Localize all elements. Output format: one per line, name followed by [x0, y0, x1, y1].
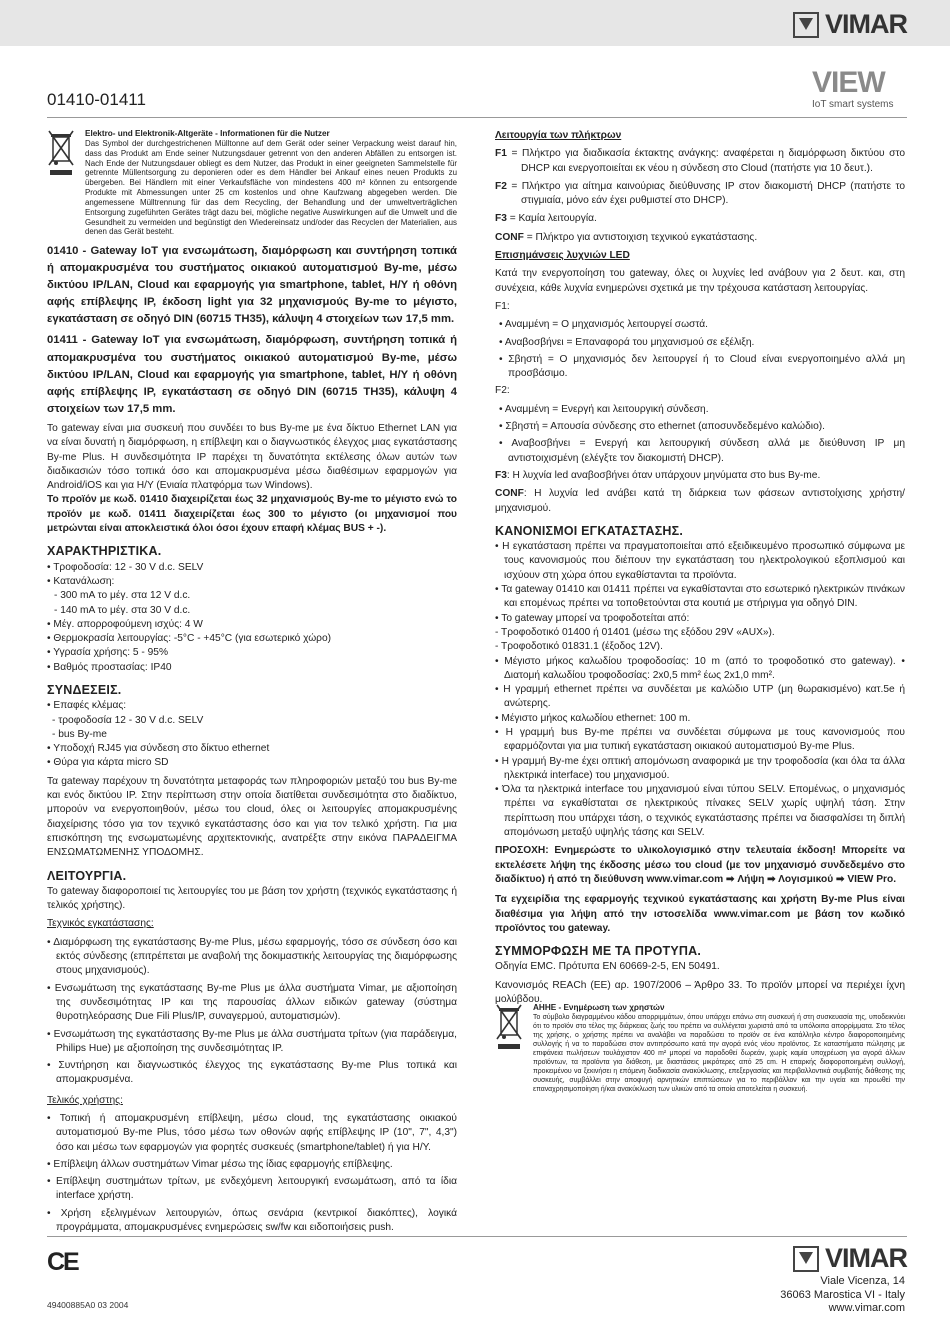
f1-led-list: [495, 318, 905, 381]
crossed-bin-icon: [47, 129, 75, 237]
features-list: [47, 561, 457, 675]
footer-divider: [47, 1236, 907, 1237]
list-item: • Σβηστή = Ο μηχανισμός δεν λειτουργεί ή το Cloud είναι ενεργοποιημένο αλλά μη προσβάσιμο.: [499, 353, 905, 380]
intro-bold-text: Το προϊόν με κωδ. 01410 διαχειρίζεται έως 32 μηχανισμούς By-me το μέγιστο ενώ το προϊόν με κωδ. 01411 διαχειρίζεται έως 300 το μέγιστο (οι μηχανισμοί που μετρώνται είναι αποκλειστικά όλοι όσοι έχουν επαφή κλέμας BUS + -).: [47, 494, 457, 535]
key-f1: F1 = Πλήκτρο για διαδικασία έκτακτης ανάγκης: αναφέρεται η διαμόρφωση δικτύου στο DHCP και ενεργοποιείται εκ νέου η σύνδεση στο Cloud (πατήστε για 10 δευτ.).: [495, 148, 905, 174]
list-item: • Κατανάλωση:: [47, 575, 115, 587]
f2-label: F2:: [495, 385, 510, 397]
list-item: • Η γραμμή ethernet πρέπει να συνδέεται με καλώδιο UTP (μη θωρακισμένο) κατ.5e ή ανώτερης.: [495, 684, 905, 710]
connections-text: Τα gateway παρέχουν τη δυνατότητα μεταφοράς των πληροφοριών μεταξύ του bus By-me και ενός δικτύου IP. Στην περίπτωση στην οποία διατίθεται συνδεσιμότητα στο διαδίκτυο, μπορούν να ενεργοποιηθούν, μέσω του cloud, όλες οι λειτουργίες απομακρυσμένης διαχείρισης τόσο για τον τεχνικό εγκατάστασης όσο και για τον τελικό χρήστη. Για μια επισκόπηση της ενσωματωμένης αρχιτεκτονικής, ανατρέξτε στην εικόνα ΠΑΡΑΔΕΙΓΜΑ ΕΝΣΩΜΑΤΩΜΕΝΗΣ ΥΠΟΔΟΜΗΣ.: [47, 775, 457, 859]
list-item: - Τροφοδοτικό 01831.1 (έξοδος 12V).: [495, 641, 663, 653]
vimar-wordmark: VIMAR: [825, 9, 907, 39]
list-item: • Μέγ. απορροφούμενη ισχύς: 4 W: [47, 618, 203, 630]
vimar-footer-logo: [793, 1243, 907, 1274]
address-city: 36063 Marostica VI - Italy: [780, 1288, 905, 1301]
weee-notice-de: [47, 129, 457, 237]
list-item: • Όλα τα ηλεκτρικά interface του μηχανισμού είναι τύπου SELV. Επομένως, ο μηχανισμός πρέπει να εγκαθίσταται σε ηλεκτρικούς πίνακες SELV χωρίς υψηλή τάση. Στην περίπτωση που υπάρχει τάση, ο τεχνικός εγκατάστασης πρέπει να διασφαλίσει τη διπλή απομόνωση μεταξύ υψηλής τάσης και SELV.: [495, 784, 905, 839]
document-code: 01410-01411: [47, 90, 146, 109]
list-item: - Τροφοδοτικό 01400 ή 01401 (μέσω της εξόδου 29V «AUX»).: [495, 626, 775, 638]
installer-title: Τεχνικός εγκατάστασης:: [47, 918, 154, 930]
led-intro: Κατά την ενεργοποίηση του gateway, όλες οι λυχνίες led ανάβουν για 2 δευτ. και, στη συνέχεια, κάθε λυχνία ενημερώνει σχετικά με την τρέχουσα κατάσταση λειτουργίας.: [495, 268, 905, 294]
vimar-mark-icon: [793, 12, 819, 38]
list-item: • Μέγιστο μήκος καλωδίου τροφοδοσίας: 10 m (από το τροφοδοτικό στο gateway). • Διατομή καλωδίου τροφοδοσίας: 2x0,5 mm² έως 2x1,0 mm².: [495, 655, 905, 681]
conformity-reach: Κανονισμός REACh (ΕΕ) αρ. 1907/2006 – Άρθρο 33. Το προϊόν μπορεί να περιέχει ίχνη μολύβδου.: [495, 979, 905, 1006]
key-f3: F3 = Καμία λειτουργία.: [495, 213, 597, 225]
right-column: [495, 129, 905, 1011]
list-item: - τροφοδοσία 12 - 30 V d.c. SELV: [52, 714, 204, 726]
list-item: • Υγρασία χρήσης: 5 - 95%: [47, 647, 169, 659]
install-rules-heading: ΚΑΝΟΝΙΣΜΟΙ ΕΓΚΑΤΑΣΤΑΣΗΣ.: [495, 523, 684, 538]
vimar-wordmark: VIMAR: [825, 1243, 907, 1273]
view-logo: [812, 68, 912, 110]
list-item: • Το gateway μπορεί να τροφοδοτείται από:: [495, 612, 690, 624]
list-item: • Χρήση εξελιγμένων λειτουργιών, όπως σενάρια (κεντρικοί διακόπτες), λογικά προγράμματα, απομακρυσμένες ενημερώσεις sw/fw και ειδοποιήσεις push.: [47, 1207, 457, 1234]
connections-heading: ΣΥΝΔΕΣΕΙΣ.: [47, 682, 122, 697]
product-title-01411: 01411 - Gateway IoT για ενσωμάτωση, διαμόρφωση, συντήρηση τοπικά ή απομακρυσμένα του συστήματος οικιακού αυτοματισμού By-me, μέσω δικτύου IP/LAN, Cloud και εφαρμογής για smartphone, tablet, Η/Υ ή οθόνη αφής επίβλεψης IP, εγκατάσταση σε οδηγό DIN (60715 TH35), κάλυψη 4 στοιχείων των 17,5 mm.: [47, 334, 457, 415]
list-item: • Η γραμμή bus By-me πρέπει να συνδέεται σύμφωνα με τους κανονισμούς που εφαρμόζονται για μια τυπική εγκατάσταση οικιακού αυτοματισμού By-me Plus.: [495, 726, 905, 753]
f1-label: F1:: [495, 300, 510, 312]
f3-led-line: F3: Η λυχνία led αναβοσβήνει όταν υπάρχουν μηνύματα στο bus By-me.: [495, 469, 821, 481]
view-wordmark: VIEW: [812, 66, 885, 99]
list-item: - bus By-me: [52, 728, 107, 740]
install-rules-list: [495, 540, 905, 840]
operation-heading: ΛΕΙΤΟΥΡΓΙΑ.: [47, 868, 127, 883]
list-item: • Αναβοσβήνει = Επαναφορά του μηχανισμού σε εξέλιξη.: [499, 336, 755, 348]
list-item: • Ενσωμάτωση της εγκατάστασης By-me Plus με άλλα συστήματα τρίτων (για παράδειγμα, Philips Hue) με αξιοποίηση της συνδεσιμότητας IP.: [47, 1028, 457, 1054]
list-item: • Αναβοσβήνει = Ενεργή και λειτουργική σύνδεση αλλά με διεύθυνση IP μη αντιστοιχισμένη (ελέγξτε τον διακομιστή DHCP).: [499, 438, 905, 464]
keys-title: Λειτουργία των πλήκτρων: [495, 130, 622, 141]
weee-title-gr: ΑΗΗΕ - Ενημέρωση των χρηστών: [533, 1003, 665, 1012]
list-item: - 140 mA το μέγ. στα 30 V d.c.: [54, 604, 191, 616]
list-item: • Βαθμός προστασίας: IP40: [47, 661, 172, 673]
f2-led-list: [495, 403, 905, 466]
product-title-01410: 01410 - Gateway IoT για ενσωμάτωση, διαμόρφωση και συντήρηση τοπικά ή απομακρυσμένα του συστήματος οικιακού αυτοματισμού By-me, μέσω δικτύου IP/LAN, Cloud και εφαρμογής για smartphone, tablet, Η/Υ ή οθόνη αφής επίβλεψης IP, έκδοση light για 32 μηχανισμούς By-me το μέγιστο, εγκατάσταση σε οδηγό DIN (60715 TH35), κάλυψη 4 στοιχείων των 17,5 mm.: [47, 245, 457, 326]
list-item: • Η γραμμή By-me έχει οπτική απομόνωση αναφορικά με την τροφοδοσία (και όλα τα άλλα ηλεκτρικά interface) του μηχανισμού.: [495, 755, 905, 781]
list-item: • Θερμοκρασία λειτουργίας: -5°C - +45°C (για εσωτερικό χώρο): [47, 633, 332, 645]
list-item: - 300 mA το μέγ. στα 12 V d.c.: [54, 590, 191, 602]
header-divider: [47, 117, 907, 118]
list-item: • Η εγκατάσταση πρέπει να πραγματοποιείται από εξειδικευμένο προσωπικό σύμφωνα με τους κανονισμούς που διέπουν την εγκατάσταση του ηλεκτρολογικού εξοπλισμού και ισχύουν στη χώρα όπου εγκαθίστανται τα προϊόντα.: [495, 541, 905, 581]
website-link[interactable]: www.vimar.com: [828, 1302, 905, 1314]
key-conf: CONF = Πλήκτρο για αντιστοιχιση τεχνικού εγκατάστασης.: [495, 231, 758, 243]
list-item: • Επίβλεψη άλλων συστημάτων Vimar μέσω της ίδιας εφαρμογής επίβλεψης.: [47, 1158, 393, 1170]
document-reference: 49400885A0 03 2004: [47, 1300, 129, 1310]
features-heading: ΧΑΡΑΚΤΗΡΙΣΤΙΚΑ.: [47, 544, 162, 559]
address-street: Viale Vicenza, 14: [820, 1275, 905, 1287]
intro-text: Το gateway είναι μια συσκευή που συνδέει το bus By-me με ένα δίκτυο Ethernet LAN για να είναι δυνατή η διαμόρφωση, η επίβλεψη και ο διαγνωστικός έλεγχος μιας εγκατάστασης By-me Plus. Η συνδεσιμότητα IP παρέχει τη δυνατότητα εκτέλεσης όλων αυτών των διαδικασιών τόσο τοπικά όσο και απομακρυσμένα μέσω διαθέσιμων εφαρμογών για Android/iOS και για Η/Υ (Ενιαία πλατφόρμα των Windows).: [47, 422, 457, 492]
led-title: Επισημάνσεις λυχνιών LED: [495, 250, 630, 262]
connections-list: [47, 699, 457, 770]
list-item: • Υποδοχή RJ45 για σύνδεση στο δίκτυο ethernet: [47, 743, 270, 755]
crossed-bin-icon: [495, 1003, 523, 1094]
view-subtitle: IoT smart systems: [812, 99, 894, 110]
list-item: • Διαμόρφωση της εγκατάστασης By-me Plus, μέσω εφαρμογής, τόσο σε σύνδεση όσο και εκτός σύνδεσης (επιτρέπεται με αναβολή της δοκιμαστικής λειτουργίας της διαμόρφωσης στους μηχανισμούς).: [47, 936, 457, 977]
list-item: • Επαφές κλέμας:: [47, 700, 127, 712]
list-item: • Σβηστή = Απουσία σύνδεσης στο ethernet (αποσυνδεδεμένο καλώδιο).: [499, 421, 825, 433]
weee-title-de: Elektro- und Elektronik-Altgeräte - Informationen für die Nutzer: [85, 129, 330, 138]
enduser-list: [47, 1112, 457, 1235]
conf-led-line: CONF: Η λυχνία led ανάβει κατά τη διάρκεια των φάσεων αντιστοίχισης χρήστη/μηχανισμού.: [495, 488, 905, 514]
operation-text: Το gateway διαφοροποιεί τις λειτουργίες του με βάση τον χρήστη (τεχνικός εγκατάστασης ή τελικός χρήστης).: [47, 885, 457, 912]
list-item: • Επίβλεψη συστημάτων τρίτων, με ενδεχόμενη λειτουργική ενσωμάτωση, από τα ίδια interface χρήστη.: [47, 1176, 457, 1202]
installer-list: [47, 936, 457, 1088]
list-item: • Συντήρηση και διαγνωστικός έλεγχος της εγκατάστασης By-me Plus τοπικά και απομακρυσμένα.: [47, 1060, 457, 1086]
list-item: • Τροφοδοσία: 12 - 30 V d.c. SELV: [47, 561, 204, 573]
conformity-heading: ΣΥΜΜΟΡΦΩΣΗ ΜΕ ΤΑ ΠΡΟΤΥΠΑ.: [495, 944, 702, 959]
list-item: • Μέγιστο μήκος καλωδίου ethernet: 100 m.: [495, 712, 691, 724]
vimar-mark-icon: [793, 1246, 819, 1272]
manuals-note: Τα εγχειρίδια της εφαρμογής τεχνικού εγκατάστασης και χρήστη By-me Plus είναι διαθέσιμα για λήψη από την ιστοσελίδα www.vimar.com με βάση τον κωδικό προϊόντος του gateway.: [495, 894, 905, 934]
list-item: • Τα gateway 01410 και 01411 πρέπει να εγκαθίστανται στο εσωτερικό ηλεκτρικών πινάκων και επομένως πρέπει να τοποθετούνται στα κουτιά με στήριγμα για οδηγό DIN.: [495, 584, 905, 610]
list-item: • Ενσωμάτωση της εγκατάστασης By-me Plus με άλλα συστήματα Vimar, με αξιοποίηση της συνδεσιμότητας IP και της παρουσίας άλλων ειδικών gateway (σύστημα θυροτηλεόρασης Due Fili Plus/IP, συναγερμού, αυτοματισμών).: [47, 982, 457, 1023]
list-item: • Θύρα για κάρτα micro SD: [47, 757, 169, 769]
weee-text-de: Das Symbol der durchgestrichenen Mülltonne auf dem Gerät oder seiner Verpackung weist darauf hin, dass das Produkt am Ende seiner Nutzungsdauer getrennt von den anderen Abfällen zu entsorgen ist. Nach Ende der Nutzungsdauer obliegt es dem Nutzer, das Produkt in einer geeigneten Sammelstelle für getrennte Müllentsorgung zu deponieren oder es dem Händler bei Ankauf eines neuen Produkts zu übergeben. Bei Händlern mit einer Verkaufsfläche von mindestens 400 m² können zu entsorgende Produkte mit Abmessungen unter 25 cm kostenlos und ohne Kaufzwang abgegeben werden. Die angemessene Mülltrennung für das dem Recycling, der Behandlung und der umweltverträglichen Entsorgung zugeführten Gerätes trägt dazu bei, mögliche negative Auswirkungen auf die Umwelt und die Gesundheit zu vermeiden und begünstigt den Wiedereinsatz und/oder das Recyclen der Materialien, aus denen das Gerät besteht.: [85, 138, 457, 237]
list-item: • Αναμμένη = Ενεργή και λειτουργική σύνδεση.: [499, 403, 709, 415]
vimar-logo: [793, 9, 907, 40]
ce-mark: CE: [47, 1248, 78, 1276]
key-f2: F2 = Πλήκτρο για αίτημα καινούριας διεύθυνσης IP στον διακομιστή DHCP (πατήστε το στιγμιαία, μόνο εάν έχει ρυθμιστεί στο DHCP).: [495, 180, 905, 207]
weee-text-gr: Το σύμβολο διαγραμμένου κάδου απορριμμάτων, όπου υπάρχει επάνω στη συσκευή ή στη συσκευασία της, υποδεικνύει ότι το προϊόν στο τέλος της διάρκειας ζωής του πρέπει να συλλέγεται χωριστά από τα υπόλοιπα απορρίμματα. Στο τέλος της χρήσης, ο χρήστης πρέπει να αναλάβει να παραδώσει το προϊόν σε ένα κατάλληλο κέντρο διαφοροποιημένης συλλογής ή να το παραδώσει στον αντιπρόσωπο κατά την αγορά ενός νέου προϊόντος. Σε καταστήματα πώλησης με επιφάνεια πωλήσεων τουλάχιστον 400 m² μπορεί να παραδοθεί δωρεάν, χωρίς καμία υποχρέωση για αγορά άλλων προϊόντων, τα προϊόντα για διάθεση, με διαστάσεις μικρότερες από 25 cm. Η επαρκής διαφοροποιημένη συλλογή, προκειμένου να ξεκινήσει η επόμενη διαδικασία ανακύκλωσης, επεξεργασίας και περιβαλλοντικά συμβατής διάθεσης της συσκευής, συμβάλλει στην αποφυγή αρνητικών επιπτώσεων για το περιβάλλον και την υγεία και προωθεί την επαναχρησιμοποίηση ή/και ανακύκλωση των υλικών από τα οποία αποτελείται η συσκευή.: [533, 1014, 905, 1093]
list-item: • Αναμμένη = Ο μηχανισμός λειτουργεί σωστά.: [499, 319, 708, 331]
firmware-warning: ΠΡΟΣΟΧΗ: Ενημερώστε το υλικολογισμικό στην τελευταία έκδοση! Μπορείτε να εκτελέσετε λήψη της έκδοσης μέσω του cloud (με τον μηχανισμό συνδεδεμένο στο διαδίκτυο) ή από τη διεύθυνση www.vimar.com ➡ Λήψη ➡ Λογισμικού ➡ VIEW Pro.: [495, 845, 905, 885]
list-item: • Τοπική ή απομακρυσμένη επίβλεψη, μέσω cloud, της εγκατάστασης οικιακού αυτοματισμού By-me Plus, τόσο μέσω των οθονών αφής επίβλεψης IP (10", 7", 4,3") όσο και μέσω των εφαρμογών για φορητές συσκευές (smartphone/tablet) ή για Η/Υ.: [47, 1113, 457, 1153]
left-column: [47, 243, 457, 1238]
conformity-emc: Οδηγία EMC. Πρότυπα EN 60669-2-5, EN 50491.: [495, 961, 720, 973]
enduser-title: Τελικός χρήστης:: [47, 1094, 123, 1106]
weee-notice-gr: [495, 1003, 905, 1094]
company-address: [780, 1275, 905, 1316]
